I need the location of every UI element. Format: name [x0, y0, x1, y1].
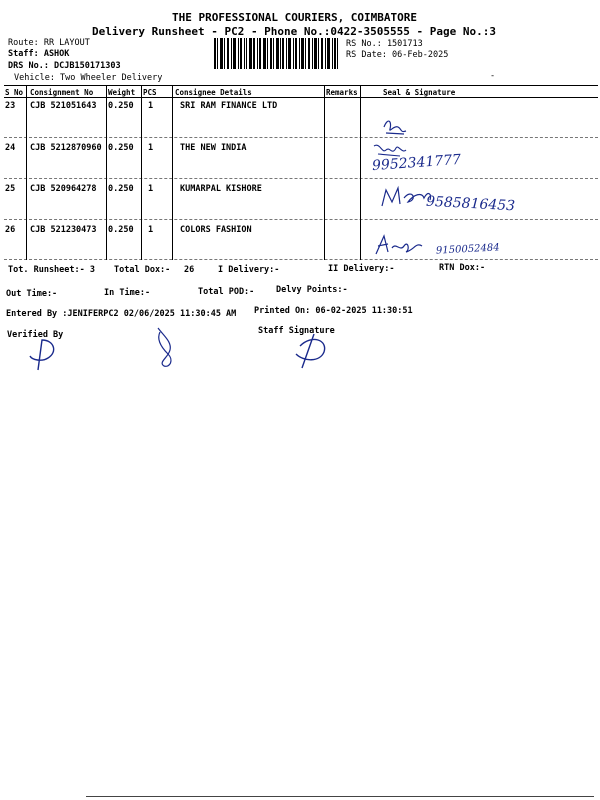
- drs-number: DRS No.: DCJB150171303: [8, 61, 121, 71]
- total-pod: Total POD:-: [198, 287, 255, 297]
- out-time: Out Time:-: [6, 289, 58, 299]
- row-weight: 0.250: [108, 143, 134, 153]
- staff-signature-label: Staff Signature: [258, 326, 335, 336]
- staff-signature: [292, 332, 334, 370]
- row-consignee: THE NEW INDIA: [180, 143, 247, 153]
- row-weight: 0.250: [108, 101, 134, 111]
- row-pcs: 1: [148, 101, 154, 111]
- staff-text: Staff: ASHOK: [8, 49, 70, 59]
- row-consignment: CJB 521230473: [30, 225, 97, 235]
- verified-by-label: Verified By: [7, 330, 64, 340]
- table-top-rule: [4, 85, 598, 86]
- row-divider: [4, 259, 598, 260]
- total-runsheet: Tot. Runsheet:- 3: [8, 265, 95, 275]
- row-divider: [4, 219, 598, 220]
- printed-on: Printed On: 06-02-2025 11:30:51: [254, 306, 413, 316]
- bottom-rule: [86, 796, 594, 797]
- row-consignee: SRI RAM FINANCE LTD: [180, 101, 278, 111]
- in-time: In Time:-: [104, 288, 151, 298]
- row-sno: 23: [5, 101, 16, 111]
- row-weight: 0.250: [108, 184, 134, 194]
- ii-delivery: II Delivery:-: [328, 264, 395, 274]
- row-sno: 25: [5, 184, 16, 194]
- row-pcs: 1: [148, 143, 154, 153]
- row-sno: 24: [5, 143, 16, 153]
- row-consignment: CJB 521051643: [30, 101, 97, 111]
- total-dox-label: Total Dox:-: [114, 265, 171, 275]
- header-pcs: PCS: [143, 88, 157, 97]
- barcode-image: [214, 38, 338, 69]
- row-consignee: KUMARPAL KISHORE: [180, 184, 262, 194]
- route-text: Route: RR LAYOUT: [8, 38, 90, 48]
- row-consignment: CJB 5212870960: [30, 143, 102, 153]
- i-delivery: I Delivery:-: [218, 265, 280, 275]
- col-divider: [106, 86, 107, 260]
- col-divider: [26, 86, 27, 260]
- handwritten-phone: 9585816453: [425, 193, 516, 215]
- col-divider: [360, 86, 361, 260]
- total-dox-value: 26: [184, 265, 195, 275]
- row-divider: [4, 137, 598, 138]
- rs-number: RS No.: 1501713: [346, 39, 423, 49]
- header-consignee: Consignee Details: [175, 88, 252, 97]
- runsheet-subtitle: Delivery Runsheet - PC2 - Phone No.:0422-3505555 - Page No.:3: [92, 25, 496, 38]
- col-divider: [172, 86, 173, 260]
- handwritten-phone: 9150052484: [435, 242, 500, 257]
- header-seal-signature: Seal & Signature: [383, 88, 456, 97]
- handwritten-signature: [372, 232, 436, 258]
- header-consignment: Consignment No: [30, 88, 94, 97]
- rs-date: RS Date: 06-Feb-2025: [346, 50, 449, 60]
- handwritten-signature: [150, 326, 184, 370]
- header-remarks: Remarks: [326, 88, 358, 97]
- row-pcs: 1: [148, 184, 154, 194]
- row-weight: 0.250: [108, 225, 134, 235]
- header-sno: S No: [5, 88, 24, 97]
- row-consignee: COLORS FASHION: [180, 225, 252, 235]
- stray-mark: -: [490, 71, 496, 81]
- verified-by-signature: [24, 336, 64, 372]
- rtn-dox: RTN Dox:-: [439, 263, 486, 273]
- row-pcs: 1: [148, 225, 154, 235]
- col-divider: [141, 86, 142, 260]
- col-divider: [324, 86, 325, 260]
- table-header-rule: [4, 97, 598, 98]
- delvy-points: Delvy Points:-: [276, 285, 348, 295]
- company-title: THE PROFESSIONAL COURIERS, COIMBATORE: [172, 11, 418, 24]
- row-sno: 26: [5, 225, 16, 235]
- entered-by: Entered By :JENIFERPC2 02/06/2025 11:30:45 AM: [6, 309, 237, 319]
- row-divider: [4, 178, 598, 179]
- handwritten-signature: [380, 115, 410, 137]
- vehicle-text: Vehicle: Two Wheeler Delivery: [14, 73, 163, 83]
- handwritten-phone: 9952341777: [371, 151, 462, 175]
- header-weight: Weight: [108, 88, 136, 97]
- row-consignment: CJB 520964278: [30, 184, 97, 194]
